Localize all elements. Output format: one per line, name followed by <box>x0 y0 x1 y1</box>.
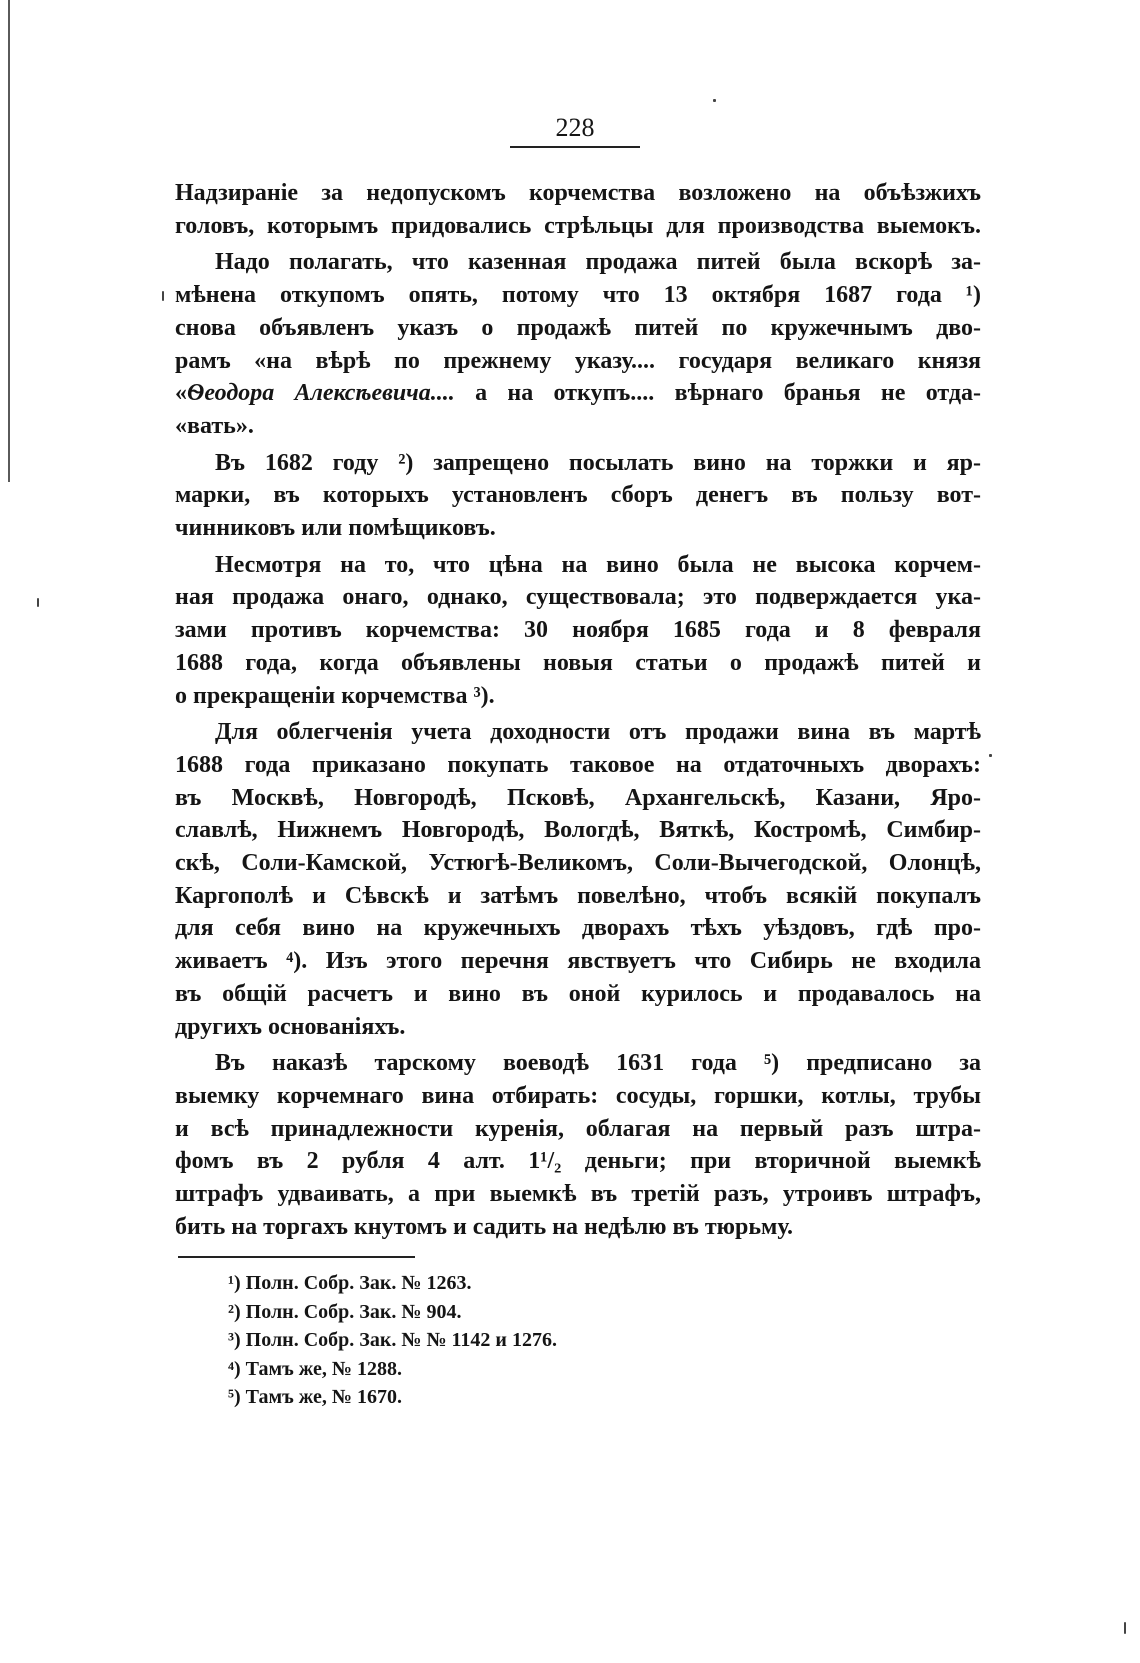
body-text <box>175 177 981 1244</box>
footnote-text: Полн. Собр. Зак. № 904. <box>245 1300 462 1323</box>
footnote-text: Тамъ же, № 1670. <box>245 1386 402 1408</box>
text-line: Надо полагать, что казенная продажа питей была вскорѣ за- <box>215 249 981 276</box>
footnote-rule <box>178 1256 415 1258</box>
text-line: для себя вино на кружечныхъ дворахъ тѣхъ уѣздовъ, гдѣ про- <box>175 915 981 942</box>
text-line: зами противъ корчемства: 30 ноября 1685 года и 8 февраля <box>175 617 981 644</box>
footnote-mark: ²) <box>228 1300 241 1323</box>
text-line: Въ наказѣ тарскому воеводѣ 1631 года ⁵) предписано за <box>215 1050 981 1077</box>
text-line: въ общій расчетъ и вино въ оной курилось и продавалось на <box>175 980 981 1007</box>
text-line: Надзираніе за недопускомъ корчемства возложено на объѣзжихъ <box>175 180 981 206</box>
paragraph <box>175 716 981 1043</box>
scan-speck <box>37 598 39 607</box>
paragraph <box>175 177 981 242</box>
footnote-text: Полн. Собр. Зак. № № 1142 и 1276. <box>245 1329 557 1351</box>
text-line <box>175 377 981 410</box>
footnote <box>228 1383 828 1412</box>
text-line: выемку корчемнаго вина отбирать: сосуды, горшки, котлы, трубы <box>175 1082 981 1109</box>
text-line: скѣ, Соли-Камской, Устюгѣ-Великомъ, Соли-Вычегодской, Олонцѣ, <box>175 850 981 877</box>
text-line: славлѣ, Нижнемъ Новгородѣ, Вологдѣ, Вяткѣ, Костромѣ, Симбир- <box>175 817 981 844</box>
text-line: въ Москвѣ, Новгородѣ, Псковѣ, Архангельскѣ, Казани, Яро- <box>175 784 981 811</box>
footnote-mark: ⁵) <box>228 1386 241 1408</box>
text-line: живаетъ ⁴). Изъ этого перечня явствуетъ что Сибирь не входила <box>175 948 981 975</box>
text-line: Для облегченія учета доходности отъ продажи вина въ мартѣ <box>215 719 981 746</box>
text-line: чинниковъ или помѣщиковъ. <box>175 515 496 542</box>
paragraph <box>175 246 981 442</box>
footnote <box>228 1326 828 1355</box>
footnote <box>228 1355 828 1384</box>
text-line: Несмотря на то, что цѣна на вино была не высока корчем- <box>215 551 981 578</box>
quote-mark: « <box>175 380 187 407</box>
paragraph <box>175 549 981 713</box>
scan-speck <box>1124 1622 1126 1634</box>
footnote-text: Тамъ же, № 1288. <box>245 1357 402 1380</box>
text-line: Каргополѣ и Сѣвскѣ и затѣмъ повелѣно, чтобъ всякій покупалъ <box>175 882 981 909</box>
scan-speck <box>713 99 716 102</box>
footnote <box>228 1298 828 1327</box>
paragraph <box>175 447 981 545</box>
text-line: другихъ основаніяхъ. <box>175 1013 406 1040</box>
footnotes <box>228 1269 828 1412</box>
paragraph <box>175 1047 981 1243</box>
text-line: о прекращеніи корчемства ³). <box>175 682 495 709</box>
footnote-text: Полн. Собр. Зак. № 1263. <box>245 1272 472 1294</box>
text-line: ная продажа онаго, однако, существовала; это подверждается ука- <box>175 584 981 611</box>
footnote-mark: ⁴) <box>228 1357 241 1380</box>
text-line: 1688 года, когда объявлены новыя статьи о продажѣ питей и <box>175 649 981 676</box>
text-line: «вать». <box>175 412 254 439</box>
text-line: 1688 года приказано покупать таковое на отдаточныхъ дворахъ: <box>175 751 981 778</box>
text-line: бить на торгахъ кнутомъ и садить на недѣлю въ тюрьму. <box>175 1213 793 1240</box>
text-line: рамъ «на вѣрѣ по прежнему указу.... государя великаго князя <box>175 347 981 374</box>
italic-name: Ѳеодора Алексѣевича.... <box>187 380 455 407</box>
text-line: Въ 1682 году ²) запрещено посылать вино на торжки и яр- <box>215 449 981 476</box>
text-line: мѣнена откупомъ опять, потому что 13 октября 1687 года ¹) <box>175 282 981 309</box>
page-number: 228 <box>555 113 595 142</box>
text-line: марки, въ которыхъ установленъ сборъ денегъ въ пользу вот- <box>175 482 981 509</box>
text-line: снова объявленъ указъ о продажѣ питей по кружечнымъ дво- <box>175 314 981 341</box>
footnote <box>228 1269 828 1298</box>
scan-edge-line <box>8 0 10 482</box>
scan-speck <box>162 291 164 301</box>
text-line: головъ, которымъ придовались стрѣльцы для производства выемокъ. <box>175 212 981 239</box>
text-line: фомъ въ 2 рубля 4 алт. 1¹/₂ деньги; при вторичной выемкѣ <box>175 1148 981 1175</box>
scan-speck <box>989 754 992 757</box>
text-line: и всѣ принадлежности куренія, облагая на первый разъ штра- <box>175 1115 981 1142</box>
page-number-rule <box>510 146 640 148</box>
text-line: штрафъ удваивать, а при выемкѣ въ третій разъ, утроивъ штрафъ, <box>175 1181 981 1208</box>
footnote-mark: ³) <box>228 1329 241 1351</box>
text-segment: а на откупъ.... вѣрнаго бранья не отда- <box>454 380 981 407</box>
footnote-mark: ¹) <box>228 1272 241 1294</box>
